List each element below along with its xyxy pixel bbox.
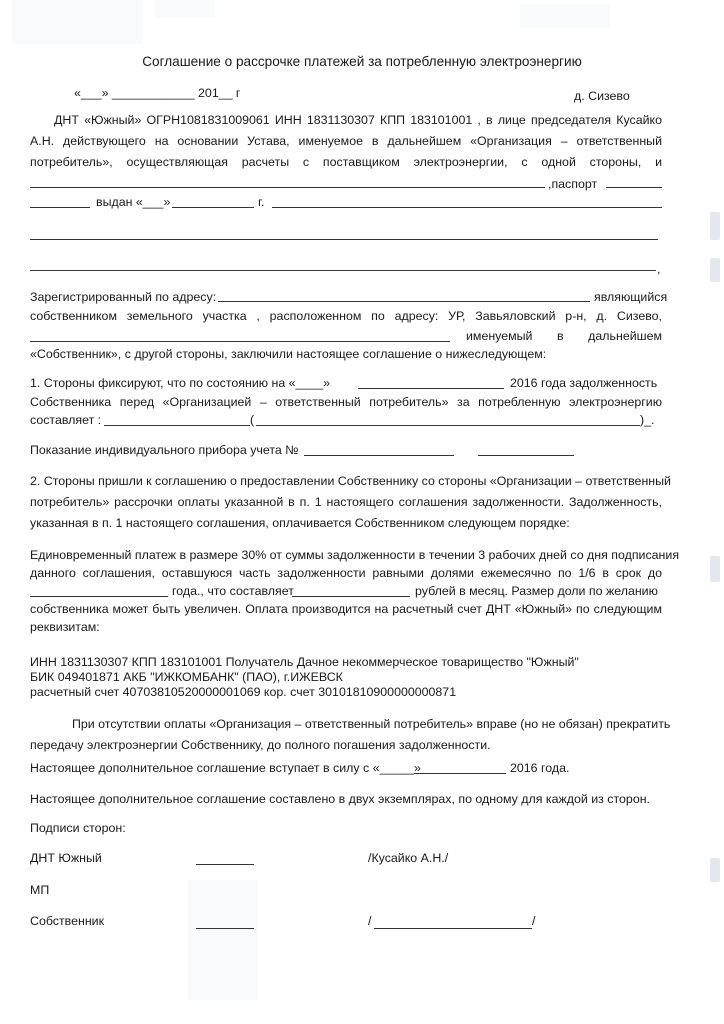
- payment-line2: данного соглашения, оставшуюся часть задолженности равными долями ежемесячно по 1/6 в срок до: [30, 566, 662, 580]
- scan-artifact: [12, 0, 142, 44]
- party1-label: ДНТ Южный: [30, 851, 102, 865]
- paren-close: )_.: [640, 413, 655, 427]
- mp-label: МП: [30, 883, 50, 897]
- passport-label: ,паспорт: [548, 177, 598, 191]
- para2-end: «Собственник», с другой стороны, заключили настоящее соглашение о нижеследующем:: [30, 347, 547, 361]
- party2-slash-open: /: [368, 914, 372, 928]
- term-date-blank[interactable]: [30, 596, 168, 597]
- city-label: г.: [258, 195, 265, 209]
- item2-line3: указанная в п. 1 настоящего соглашения, оплачивается Собственником следующем порядке:: [30, 516, 570, 530]
- scan-edge-mark: [710, 556, 720, 582]
- payment-line4: собственника может быть увеличен. Оплата производится на расчетный счет ДНТ «Южный» по следующим: [30, 602, 662, 616]
- scan-artifact: [155, 0, 215, 18]
- signatures-label: Подписи сторон:: [30, 821, 126, 835]
- empty-line-1[interactable]: [30, 239, 658, 240]
- issued-date-blank[interactable]: [172, 207, 254, 208]
- payment-line5: реквизитам:: [30, 620, 100, 634]
- land-address-blank[interactable]: [30, 341, 450, 342]
- document-title: Соглашение о рассрочке платежей за потребленную электроэнергию: [142, 54, 582, 69]
- item1-line3: составляет :: [30, 413, 102, 427]
- passport-blank[interactable]: [606, 187, 662, 188]
- debt-words-blank[interactable]: [256, 425, 640, 426]
- paren-open: (: [250, 413, 255, 427]
- scan-edge-mark: [710, 858, 720, 882]
- issued-label: выдан «___»: [96, 195, 171, 209]
- payment-line1: Единовременный платеж в размере 30% от суммы задолженности в течении 3 рабочих дней со дня подписания: [30, 548, 680, 562]
- party2-slash-close: /: [532, 914, 536, 928]
- meter-number-blank[interactable]: [304, 455, 454, 456]
- owner-label: являющийся: [594, 290, 668, 304]
- item1-line1-a: 1. Стороны фиксируют, что по состоянию на «____»: [30, 376, 331, 390]
- item1-date-blank[interactable]: [358, 388, 504, 389]
- reg-address-blank[interactable]: [218, 301, 590, 302]
- debt-amount-blank[interactable]: [104, 425, 250, 426]
- party2-name-blank[interactable]: [374, 928, 532, 929]
- item1-line2: Собственника перед «Организацией – ответственный потребитель» за потребленную электроэнергию: [30, 395, 662, 409]
- effective-date-blank[interactable]: [414, 773, 506, 774]
- party1-name: /Кусайко А.Н./: [368, 851, 449, 865]
- meter-label: Показание индивидуального прибора учета №: [30, 443, 299, 457]
- scan-artifact: [188, 880, 258, 1000]
- party2-label: Собственник: [30, 914, 105, 928]
- para2-line: собственником земельного участка , расположенном по адресу: УР, Завьяловский р-н, д. Сизево,: [30, 309, 662, 323]
- bank-line2: БИК 049401871 АКБ "ИЖКОМБАНК" (ПАО), г.ИЖЕВСК: [30, 670, 343, 684]
- named-label: именуемый в дальнейшем: [466, 329, 662, 343]
- scan-artifact: [520, 4, 610, 28]
- issued-prefix-blank[interactable]: [30, 207, 90, 208]
- para1-line3: потребитель», осуществляющая расчеты с поставщиком электроэнергии, с одной стороны, и: [30, 155, 662, 169]
- para6-line2: передачу электроэнергии Собственнику, до полного погашения задолженности.: [30, 738, 491, 752]
- party1-signature-blank[interactable]: [196, 864, 254, 865]
- name-blank[interactable]: [30, 187, 545, 188]
- payment-line3-b: рублей в месяц. Размер доли по желанию: [415, 584, 658, 598]
- effective-year: 2016 года.: [510, 761, 570, 775]
- para6-line1: При отсутствии оплаты «Организация – ответственный потребитель» вправе (но не обязан) прекратить: [72, 717, 671, 731]
- para1-line2: А.Н. действующего на основании Устава, именуемое в дальнейшем «Организация – ответственный: [30, 134, 662, 148]
- scan-edge-mark: [710, 258, 720, 282]
- bank-line3: расчетный счет 40703810520000001069 кор. счет 30101810900000000871: [30, 685, 457, 699]
- date-line: «___» ____________ 201__ г: [74, 86, 241, 100]
- meter-reading-blank[interactable]: [478, 455, 574, 456]
- party2-signature-blank[interactable]: [196, 928, 254, 929]
- bank-line1: ИНН 1831130307 КПП 183101001 Получатель Дачное некоммерческое товарищество "Южный": [30, 655, 579, 669]
- reg-address-label: Зарегистрированный по адресу:: [30, 290, 217, 304]
- payment-line3-a: года., что составляет: [172, 584, 294, 598]
- item1-line1-b: 2016 года задолженность: [510, 376, 658, 390]
- copies-text: Настоящее дополнительное соглашение составлено в двух экземплярах, по одному для каждой из сторон.: [30, 792, 650, 806]
- empty-line-2[interactable]: [30, 270, 656, 271]
- para1-line1: ДНТ «Южный» ОГРН1081831009061 ИНН 1831130307 КПП 183101001 , в лице председателя Кусайко: [54, 113, 662, 127]
- monthly-amount-blank[interactable]: [292, 596, 410, 597]
- place-label: д. Сизево: [574, 89, 630, 103]
- effective-label: Настоящее дополнительное соглашение вступает в силу с «_____»: [30, 761, 421, 775]
- issued-by-blank[interactable]: [272, 207, 662, 208]
- end-comma: ,: [657, 262, 661, 276]
- item2-line1: 2. Стороны пришли к соглашению о предоставлении Собственнику со стороны «Организации – ответственный: [30, 474, 671, 488]
- item2-line2: потребитель» рассрочки оплаты указанной в п. 1 настоящего соглашения задолженности. Задолженность,: [30, 495, 662, 509]
- scan-edge-mark: [710, 212, 720, 240]
